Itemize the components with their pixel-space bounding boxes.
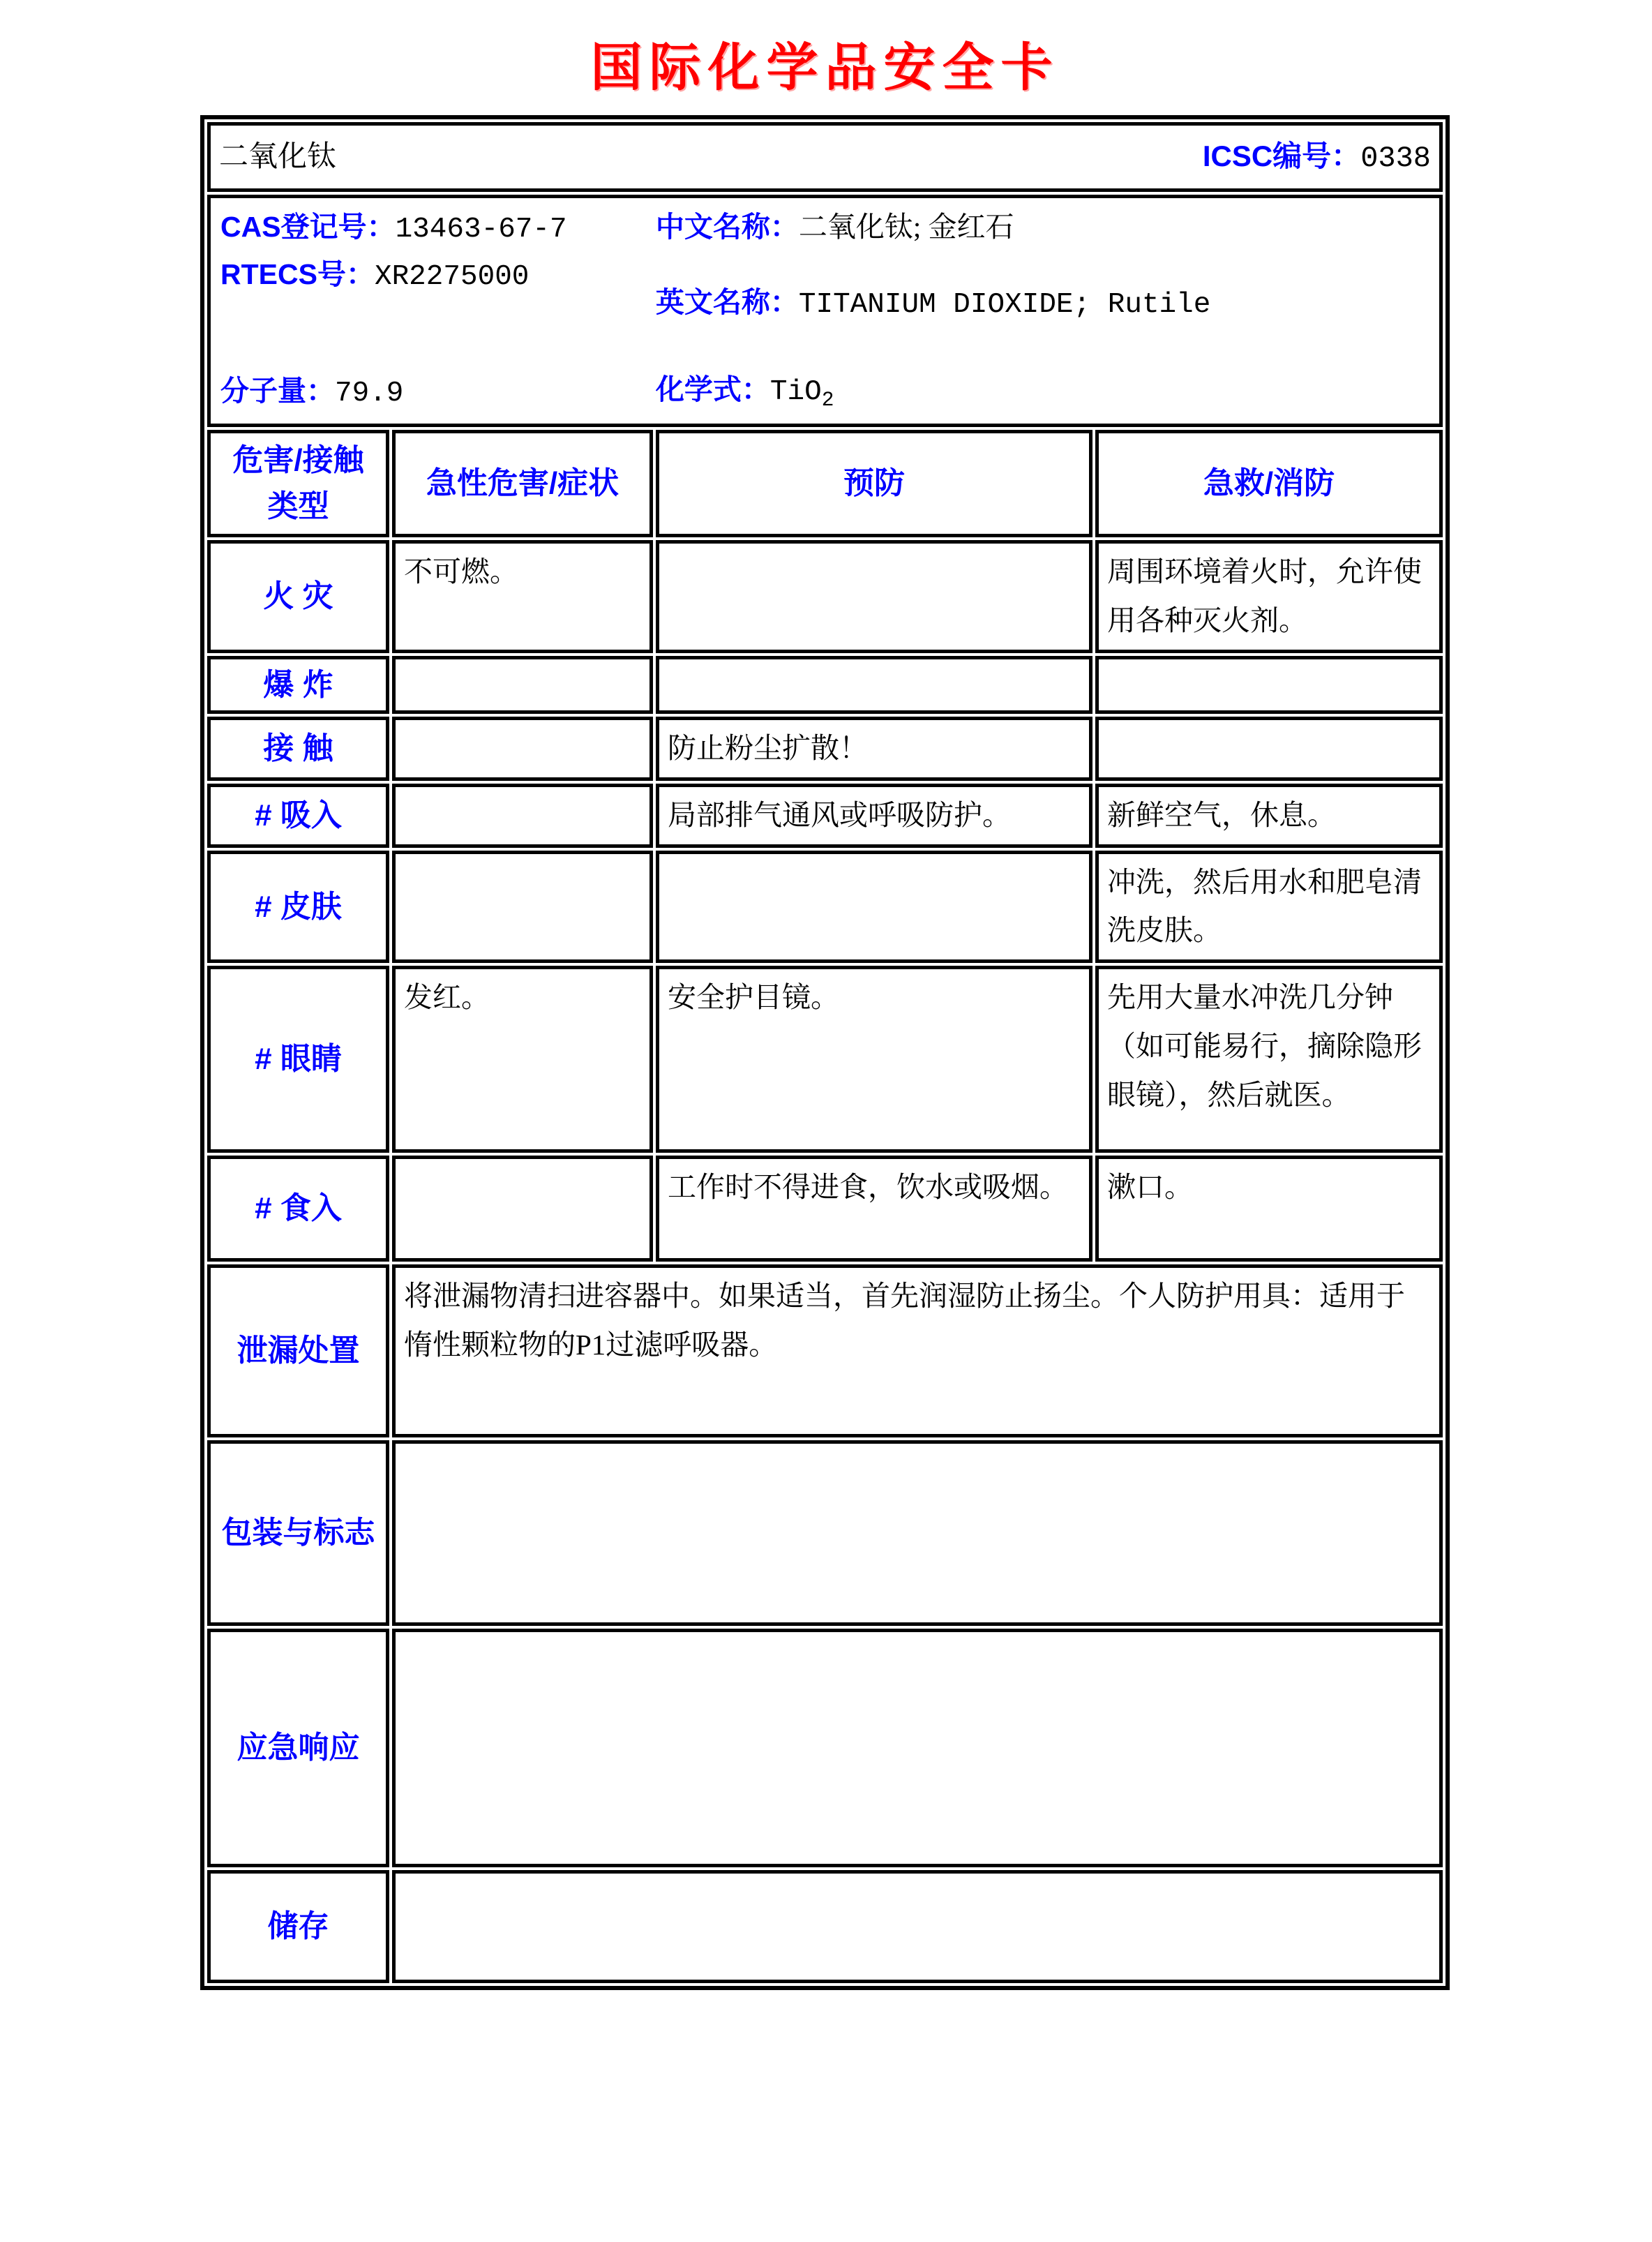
skin-firstaid: 冲洗，然后用水和肥皂清洗皮肤。 — [1095, 851, 1443, 963]
row-label-fire: 火 灾 — [207, 540, 389, 652]
substance-name: 二氧化钛 — [219, 140, 337, 173]
hazard-header-row — [207, 430, 1443, 537]
molecular-weight-label: 分子量： — [220, 375, 335, 408]
row-label-ingestion: # 食入 — [207, 1156, 389, 1262]
formula-line — [656, 368, 1429, 417]
ingestion-firstaid: 漱口。 — [1095, 1156, 1443, 1262]
cas-label: CAS登记号： — [220, 211, 396, 244]
row-label-exposure: 接 触 — [207, 717, 389, 781]
exposure-symptom — [392, 717, 653, 781]
header-hazard-type: 危害/接触类型 — [207, 430, 389, 537]
icsc-number-label: ICSC编号： — [1202, 139, 1361, 172]
hazard-row-skin — [207, 851, 1443, 963]
row-label-eyes: # 眼睛 — [207, 966, 389, 1153]
exposure-firstaid — [1095, 717, 1443, 781]
row-label-emergency-response: 应急响应 — [207, 1629, 389, 1867]
emergency-response-content — [392, 1629, 1443, 1867]
info-left-column — [220, 205, 656, 417]
row-label-explosion: 爆 炸 — [207, 656, 389, 715]
hazard-row-fire — [207, 540, 1443, 652]
hazard-row-eyes — [207, 966, 1443, 1153]
inhalation-prevention: 局部排气通风或呼吸防护。 — [656, 784, 1092, 848]
inhalation-firstaid: 新鲜空气，休息。 — [1095, 784, 1443, 848]
hazard-row-inhalation — [207, 784, 1443, 848]
packaging-labelling-content — [392, 1440, 1443, 1626]
exposure-prevention: 防止粉尘扩散！ — [656, 717, 1092, 781]
skin-symptom — [392, 851, 653, 963]
info-right-column — [656, 205, 1429, 417]
spill-disposal-content: 将泄漏物清扫进容器中。如果适当，首先润湿防止扬尘。个人防护用具：适用于惰性颗粒物的P1过滤呼吸器。 — [392, 1264, 1443, 1437]
hazard-row-exposure — [207, 717, 1443, 781]
cas-line — [220, 205, 656, 253]
english-name-label: 英文名称： — [655, 285, 799, 318]
ingestion-prevention: 工作时不得进食，饮水或吸烟。 — [656, 1156, 1092, 1262]
formula-label: 化学式： — [655, 373, 770, 406]
row-storage — [207, 1870, 1443, 1983]
row-label-inhalation: # 吸入 — [207, 784, 389, 848]
header-prevention: 预防 — [656, 430, 1092, 537]
explosion-prevention — [656, 656, 1092, 715]
fire-symptom: 不可燃。 — [392, 540, 653, 652]
row-label-packaging-labelling: 包装与标志 — [207, 1440, 389, 1626]
card-header-row — [207, 122, 1443, 192]
rtecs-value: XR2275000 — [374, 260, 530, 293]
row-spill-disposal — [207, 1264, 1443, 1437]
formula-value: TiO$_2$ — [769, 376, 834, 412]
eyes-firstaid: 先用大量水冲洗几分钟（如可能易行，摘除隐形眼镜），然后就医。 — [1095, 966, 1443, 1153]
explosion-symptom — [392, 656, 653, 715]
english-name-value: TITANIUM DIOXIDE; Rutile — [798, 288, 1211, 321]
row-label-storage: 储存 — [207, 1870, 389, 1983]
icsc-number-group — [1203, 131, 1431, 184]
fire-firstaid: 周围环境着火时，允许使用各种灭火剂。 — [1095, 540, 1443, 652]
header-acute-symptoms: 急性危害/症状 — [392, 430, 653, 537]
eyes-prevention: 安全护目镜。 — [656, 966, 1092, 1153]
safety-card-table — [200, 115, 1450, 1990]
skin-prevention — [656, 851, 1092, 963]
storage-content — [392, 1870, 1443, 1983]
formula-subscript: 2 — [821, 388, 834, 412]
info-cell — [207, 195, 1443, 427]
info-row — [207, 195, 1443, 427]
chinese-name-label: 中文名称： — [655, 211, 799, 244]
row-label-skin: # 皮肤 — [207, 851, 389, 963]
header-firstaid-firefighting: 急救/消防 — [1095, 430, 1443, 537]
ingestion-symptom — [392, 1156, 653, 1262]
page-title: 国际化学品安全卡 — [590, 40, 1060, 97]
fire-prevention — [656, 540, 1092, 652]
rtecs-line — [220, 253, 656, 300]
rtecs-label: RTECS号： — [220, 257, 375, 290]
inhalation-symptom — [392, 784, 653, 848]
molecular-weight-value: 79.9 — [335, 378, 404, 410]
hazard-row-ingestion — [207, 1156, 1443, 1262]
english-name-line — [656, 281, 1429, 328]
icsc-number-value: 0338 — [1360, 141, 1432, 175]
hazard-row-explosion — [207, 656, 1443, 715]
row-emergency-response — [207, 1629, 1443, 1867]
row-label-spill-disposal: 泄漏处置 — [207, 1264, 389, 1437]
row-packaging-labelling — [207, 1440, 1443, 1626]
molecular-weight-line — [220, 369, 656, 417]
cas-value: 13463-67-7 — [395, 214, 567, 246]
eyes-symptom: 发红。 — [392, 966, 653, 1153]
chinese-name-line — [656, 205, 1429, 250]
explosion-firstaid — [1095, 656, 1443, 715]
card-header-cell — [207, 122, 1443, 192]
chinese-name-value: 二氧化钛; 金红石 — [798, 211, 1014, 244]
